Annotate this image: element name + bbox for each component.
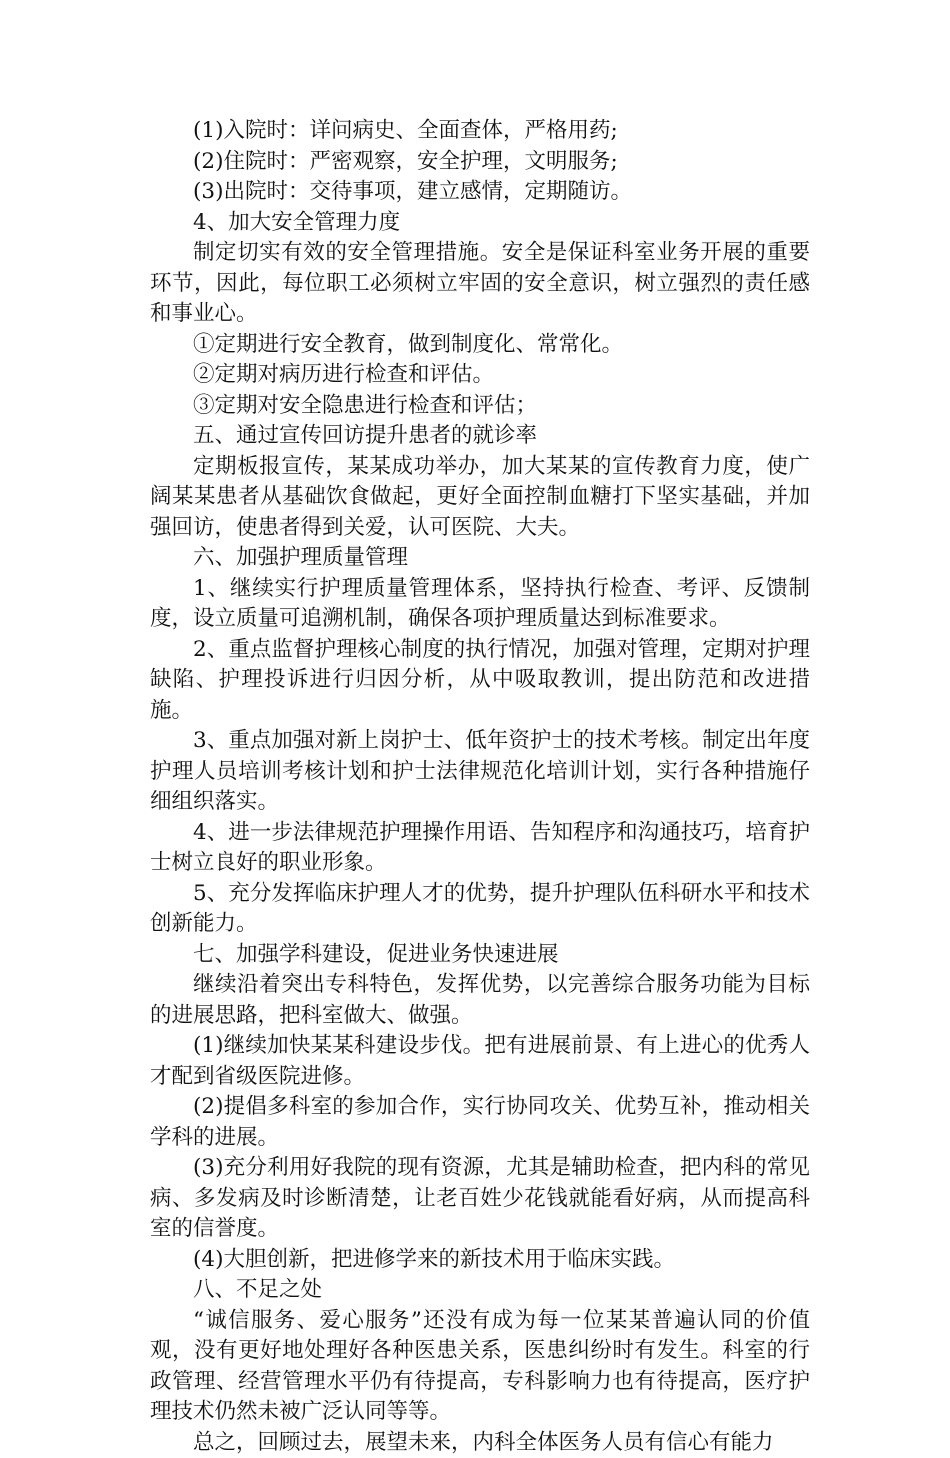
paragraph-publicity: 定期板报宣传，某某成功举办，加大某某的宣传教育力度，使广阔某某患者从基础饮食做起，更好全面控制血糖打下坚实基础，并加强回访，使患者得到关爱，认可医院、大夫。 <box>150 452 810 544</box>
list-item-hazard-review: ③定期对安全隐患进行检查和评估； <box>150 391 810 422</box>
list-item-record-review: ②定期对病历进行检查和评估。 <box>150 360 810 391</box>
document-body <box>150 116 810 1458</box>
heading-section-five: 五、通过宣传回访提升患者的就诊率 <box>150 421 810 452</box>
paragraph-discipline-3: (3)充分利用好我院的现有资源，尤其是辅助检查，把内科的常见病、多发病及时诊断清楚，让老百姓少花钱就能看好病，从而提高科室的信誉度。 <box>150 1153 810 1245</box>
paragraph-shortcomings: “诚信服务、爱心服务”还没有成为每一位某某普遍认同的价值观，没有更好地处理好各种医患关系，医患纠纷时有发生。科室的行政管理、经营管理水平仍有待提高，专科影响力也有待提高，医疗护理技术仍然未被广泛认同等等。 <box>150 1306 810 1428</box>
paragraph-discharge: (3)出院时：交待事项，建立感情，定期随访。 <box>150 177 810 208</box>
paragraph-discipline-1: (1)继续加快某某科建设步伐。把有进展前景、有上进心的优秀人才配到省级医院进修。 <box>150 1031 810 1092</box>
paragraph-quality-2: 2、重点监督护理核心制度的执行情况，加强对管理，定期对护理缺陷、护理投诉进行归因分析，从中吸取教训，提出防范和改进措施。 <box>150 635 810 727</box>
paragraph-inpatient: (2)住院时：严密观察，安全护理，文明服务; <box>150 147 810 178</box>
paragraph-discipline-4: (4)大胆创新，把进修学来的新技术用于临床实践。 <box>150 1245 810 1276</box>
paragraph-admission: (1)入院时：详问病史、全面查体，严格用药; <box>150 116 810 147</box>
list-item-safety-education: ①定期进行安全教育，做到制度化、常常化。 <box>150 330 810 361</box>
paragraph-quality-3: 3、重点加强对新上岗护士、低年资护士的技术考核。制定出年度护理人员培训考核计划和护士法律规范化培训计划，实行各种措施仔细组织落实。 <box>150 726 810 818</box>
heading-section-seven: 七、加强学科建设，促进业务快速进展 <box>150 940 810 971</box>
paragraph-discipline-2: (2)提倡多科室的参加合作，实行协同攻关、优势互补，推动相关学科的进展。 <box>150 1092 810 1153</box>
paragraph-quality-1: 1、继续实行护理质量管理体系，坚持执行检查、考评、反馈制度，设立质量可追溯机制，确保各项护理质量达到标准要求。 <box>150 574 810 635</box>
paragraph-quality-4: 4、进一步法律规范护理操作用语、告知程序和沟通技巧，培育护士树立良好的职业形象。 <box>150 818 810 879</box>
paragraph-safety-measures: 制定切实有效的安全管理措施。安全是保证科室业务开展的重要环节，因此，每位职工必须树立牢固的安全意识，树立强烈的责任感和事业心。 <box>150 238 810 330</box>
paragraph-discipline: 继续沿着突出专科特色，发挥优势，以完善综合服务功能为目标的进展思路，把科室做大、做强。 <box>150 970 810 1031</box>
paragraph-conclusion: 总之，回顾过去，展望未来，内科全体医务人员有信心有能力 <box>150 1428 810 1458</box>
heading-safety-management: 4、加大安全管理力度 <box>150 208 810 239</box>
heading-section-six: 六、加强护理质量管理 <box>150 543 810 574</box>
heading-section-eight: 八、不足之处 <box>150 1275 810 1306</box>
paragraph-quality-5: 5、充分发挥临床护理人才的优势，提升护理队伍科研水平和技术创新能力。 <box>150 879 810 940</box>
